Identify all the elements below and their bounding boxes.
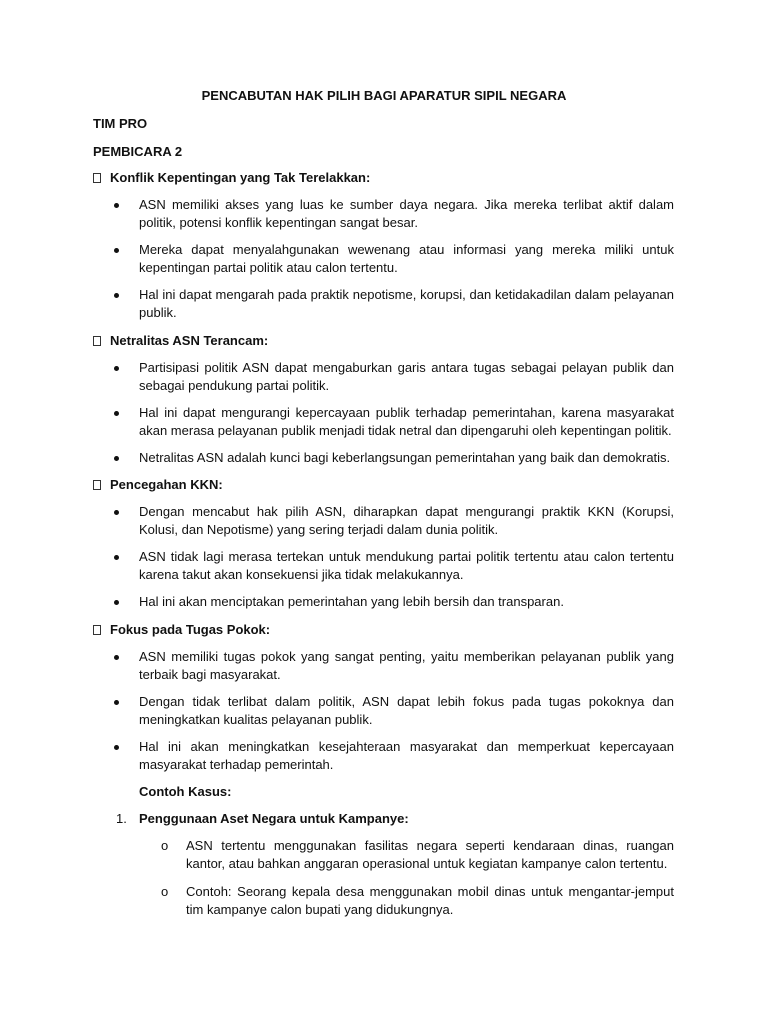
case-title: Penggunaan Aset Negara untuk Kampanye: [139,811,409,826]
bullet-icon [114,745,119,750]
list-item-text: Hal ini dapat mengarah pada praktik nepotisme, korupsi, dan ketidakadilan dalam pelayanan publik. [139,287,674,320]
case-label: Contoh Kasus: [139,784,232,799]
list-item-text: Mereka dapat menyalahgunakan wewenang atau informasi yang mereka miliki untuk kepentingan partai politik atau calon tertentu. [139,242,674,275]
list-item-text: Hal ini akan menciptakan pemerintahan yang lebih bersih dan transparan. [139,594,564,609]
list-item-text: Partisipasi politik ASN dapat mengaburkan garis antara tugas sebagai pelayan publik dan sebagai pendukung partai politik. [139,360,674,393]
list-item-text: Dengan tidak terlibat dalam politik, ASN dapat lebih fokus pada tugas pokoknya dan meningkatkan kualitas pelayanan publik. [139,694,674,727]
sub-list-item-text: Contoh: Seorang kepala desa menggunakan mobil dinas untuk mengantar-jemput tim kampanye calon bupati yang didukungnya. [186,884,674,917]
bullet-icon [114,293,119,298]
section-heading-text: Fokus pada Tugas Pokok: [110,622,271,637]
missing-glyph-icon [93,173,101,183]
bullet-icon [114,600,119,605]
list-item [139,503,674,539]
list-item [139,241,674,277]
list-item-text: Hal ini akan meningkatkan kesejahteraan masyarakat dan memperkuat kepercayaan masyarakat terhadap pemerintah. [139,739,674,772]
list-item [139,693,674,729]
case-number: 1. [116,811,127,826]
section-heading [93,622,270,637]
list-item-text: Hal ini dapat mengurangi kepercayaan publik terhadap pemerintahan, karena masyarakat akan merasa pelayanan publik menjadi tidak netral dan dipengaruhi oleh kepentingan politik. [139,405,674,438]
sub-list-item [161,837,674,873]
sub-bullet-marker: o [161,884,169,899]
bullet-icon [114,555,119,560]
section-heading-text: Konflik Kepentingan yang Tak Terelakkan: [110,170,371,185]
sub-bullet-marker: o [161,838,169,853]
section-heading-text: Pencegahan KKN: [110,477,223,492]
list-item [139,449,674,467]
document-title: PENCABUTAN HAK PILIH BAGI APARATUR SIPIL NEGARA [201,88,567,103]
bullet-icon [114,510,119,515]
bullet-icon [114,203,119,208]
list-item [139,593,674,611]
list-item [139,738,674,774]
bullet-icon [114,456,119,461]
missing-glyph-icon [93,480,101,490]
missing-glyph-icon [93,625,101,635]
section-heading [93,477,223,492]
bullet-icon [114,366,119,371]
list-item-text: Dengan mencabut hak pilih ASN, diharapkan dapat mengurangi praktik KKN (Korupsi, Kolusi, dan Nepotisme) yang sering terjadi dalam dunia politik. [139,504,674,537]
list-item [139,286,674,322]
sub-list-item-text: ASN tertentu menggunakan fasilitas negara seperti kendaraan dinas, ruangan kantor, atau bahkan anggaran operasional untuk kegiatan kampanye calon tertentu. [186,838,674,871]
bullet-icon [114,700,119,705]
bullet-icon [114,411,119,416]
team-label: TIM PRO [93,116,148,131]
list-item-text: Netralitas ASN adalah kunci bagi keberlangsungan pemerintahan yang baik dan demokratis. [139,450,671,465]
speaker-label: PEMBICARA 2 [93,144,183,159]
bullet-icon [114,655,119,660]
list-item [139,648,674,684]
section-heading [93,333,268,348]
list-item [139,548,674,584]
list-item [139,359,674,395]
section-heading [93,170,370,185]
bullet-icon [114,248,119,253]
list-item [139,404,674,440]
missing-glyph-icon [93,336,101,346]
list-item [139,196,674,232]
list-item-text: ASN tidak lagi merasa tertekan untuk mendukung partai politik tertentu atau calon tertentu karena takut akan konsekuensi jika tidak melakukannya. [139,549,674,582]
sub-list-item [161,883,674,919]
list-item-text: ASN memiliki akses yang luas ke sumber daya negara. Jika mereka terlibat aktif dalam politik, potensi konflik kepentingan sangat besar. [139,197,674,230]
list-item-text: ASN memiliki tugas pokok yang sangat penting, yaitu memberikan pelayanan publik yang terbaik bagi masyarakat. [139,649,674,682]
section-heading-text: Netralitas ASN Terancam: [110,333,269,348]
